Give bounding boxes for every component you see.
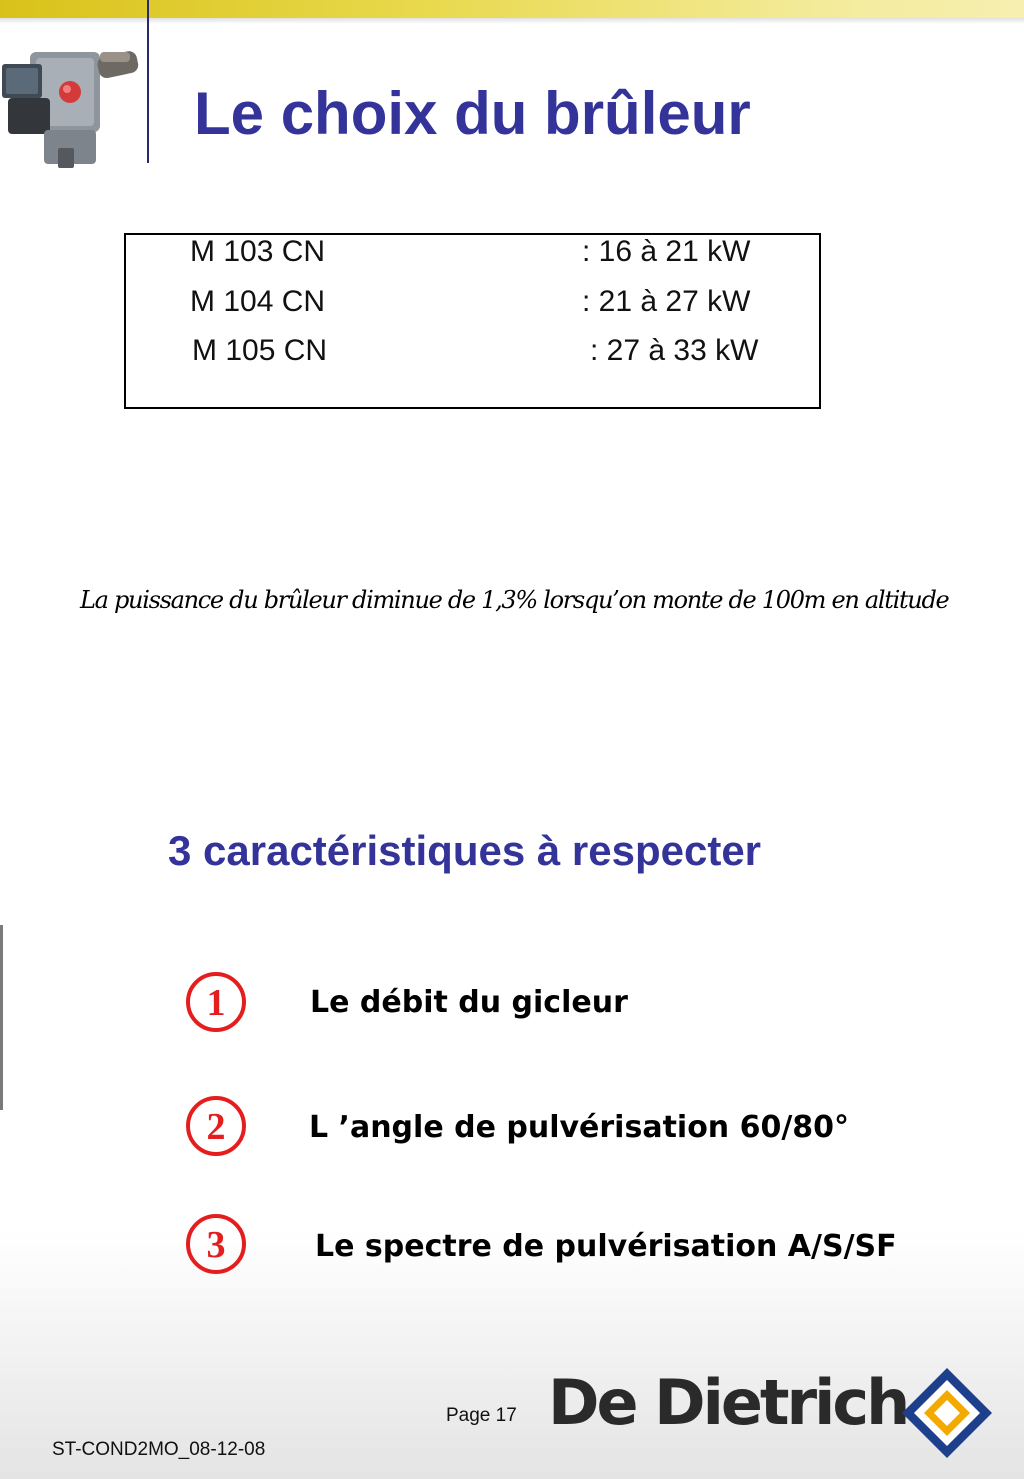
model-range: : 16 à 21 kW [582, 235, 751, 268]
top-accent-bar [0, 0, 1024, 18]
number-two-icon [184, 1094, 248, 1158]
brand-wordmark: De Dietrich [548, 1366, 908, 1439]
section-title: 3 caractéristiques à respecter [168, 827, 762, 874]
page-title: Le choix du brûleur [194, 80, 751, 147]
characteristic-item: Le spectre de pulvérisation A/S/SF [315, 1229, 897, 1264]
number-label: 1 [206, 982, 226, 1024]
page-number: Page 17 [446, 1405, 517, 1426]
characteristic-item: Le débit du gicleur [310, 985, 628, 1020]
model-range: : 21 à 27 kW [582, 285, 751, 318]
model-table [124, 233, 821, 409]
de-dietrich-diamond-logo [900, 1366, 994, 1460]
number-one-icon [184, 970, 248, 1034]
top-bar-shadow [0, 18, 1024, 24]
characteristic-item: L ’angle de pulvérisation 60/80° [309, 1110, 850, 1145]
burner-photo [0, 38, 140, 170]
number-three-icon [184, 1212, 248, 1276]
model-name: M 105 CN [192, 334, 328, 367]
model-range: : 27 à 33 kW [590, 334, 759, 367]
model-name: M 104 CN [190, 285, 326, 318]
header-divider [147, 0, 149, 163]
model-name: M 103 CN [190, 235, 326, 268]
left-edge-mark [0, 925, 3, 1110]
altitude-note: La puissance du brûleur diminue de 1,3% lorsqu’on monte de 100m en altitude [80, 586, 949, 614]
number-label: 2 [206, 1106, 226, 1148]
number-label: 3 [206, 1224, 226, 1266]
document-code: ST-COND2MO_08-12-08 [52, 1439, 266, 1460]
